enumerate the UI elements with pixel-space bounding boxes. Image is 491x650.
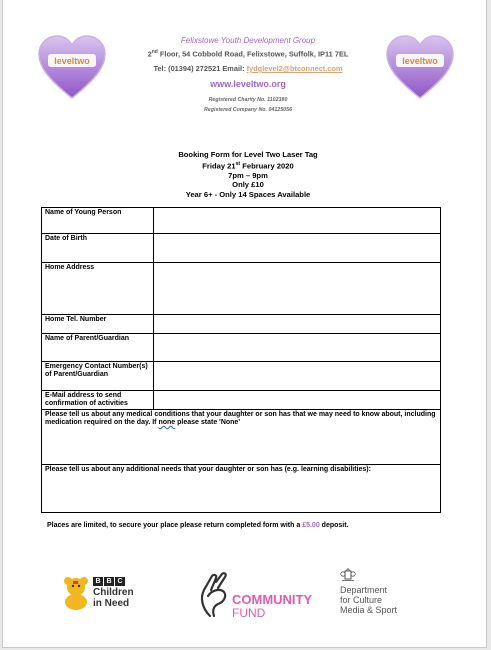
community-text: COMMUNITY bbox=[232, 592, 313, 607]
company-number: Registered Company No. 04125056 bbox=[203, 107, 293, 113]
org-contact: Tel: (01394) 272521 Email: fydglevel2@btconnect.com bbox=[153, 64, 343, 73]
form-row bbox=[42, 362, 441, 391]
booking-form-table bbox=[41, 207, 441, 513]
children-in-need-logo bbox=[63, 574, 163, 614]
additional-needs-field[interactable]: Please tell us about any additional needs that your daughter or son has (e.g. learning disabilities): bbox=[42, 465, 441, 513]
community-fund-logo bbox=[196, 572, 326, 618]
email-link[interactable]: fydglevel2@btconnect.com bbox=[246, 64, 343, 73]
form-row bbox=[42, 234, 441, 263]
field-value[interactable] bbox=[154, 391, 441, 410]
children-in-need-text: Children in Need bbox=[93, 587, 134, 609]
field-value[interactable] bbox=[154, 208, 441, 234]
field-label: Name of Parent/Guardian bbox=[42, 334, 154, 362]
pudsey-bear-icon bbox=[63, 576, 89, 610]
charity-number: Registered Charity No. 1102380 bbox=[208, 97, 288, 103]
logo-text: leveltwo bbox=[54, 56, 90, 66]
form-row bbox=[42, 315, 441, 334]
logo-text: leveltwo bbox=[402, 56, 438, 66]
bbc-wordmark: B B C bbox=[93, 577, 125, 586]
form-row bbox=[42, 410, 441, 465]
form-row bbox=[42, 334, 441, 362]
fund-text: FUND bbox=[232, 606, 266, 620]
form-row bbox=[42, 391, 441, 410]
field-value[interactable] bbox=[154, 315, 441, 334]
royal-crest-icon bbox=[340, 568, 356, 582]
field-value[interactable] bbox=[154, 334, 441, 362]
field-label: Name of Young Person bbox=[42, 208, 154, 234]
form-row bbox=[42, 208, 441, 234]
field-label: Home Address bbox=[42, 263, 154, 315]
form-row bbox=[42, 263, 441, 315]
dcms-logo bbox=[340, 568, 450, 614]
leveltwo-heart-logo-right bbox=[385, 34, 455, 100]
field-value[interactable] bbox=[154, 362, 441, 391]
field-value[interactable] bbox=[154, 263, 441, 315]
leveltwo-heart-logo-left bbox=[37, 34, 107, 100]
field-label: Home Tel. Number bbox=[42, 315, 154, 334]
dcms-text: Department for Culture Media & Sport bbox=[340, 585, 398, 615]
field-value[interactable] bbox=[154, 234, 441, 263]
document-page bbox=[2, 0, 487, 648]
org-address: 2nd Floor, 54 Cobbold Road, Felixstowe, Suffolk, IP11 7EL bbox=[147, 49, 349, 59]
field-label: Date of Birth bbox=[42, 234, 154, 263]
field-label: Emergency Contact Number(s) of Parent/Guardian bbox=[42, 362, 154, 391]
medical-conditions-field[interactable]: Please tell us about any medical conditions that your daughter or son has that we may need to know about, including medication required on the day. If none please state 'None' bbox=[42, 410, 441, 465]
form-row bbox=[42, 465, 441, 513]
crossed-fingers-icon bbox=[196, 572, 230, 618]
deposit-notice: Places are limited, to secure your place please return completed form with a £5.00 deposit. bbox=[47, 522, 349, 529]
website-link[interactable]: www.leveltwo.org bbox=[210, 79, 286, 89]
org-name: Felixstowe Youth Development Group bbox=[180, 36, 316, 45]
field-label: E-Mail address to send confirmation of activities bbox=[42, 391, 154, 410]
booking-title: Booking Form for Level Two Laser Tag Friday 21st February 2020 7pm – 9pm Only £10 Year 6+ - Only 14 Spaces Available bbox=[178, 150, 318, 199]
